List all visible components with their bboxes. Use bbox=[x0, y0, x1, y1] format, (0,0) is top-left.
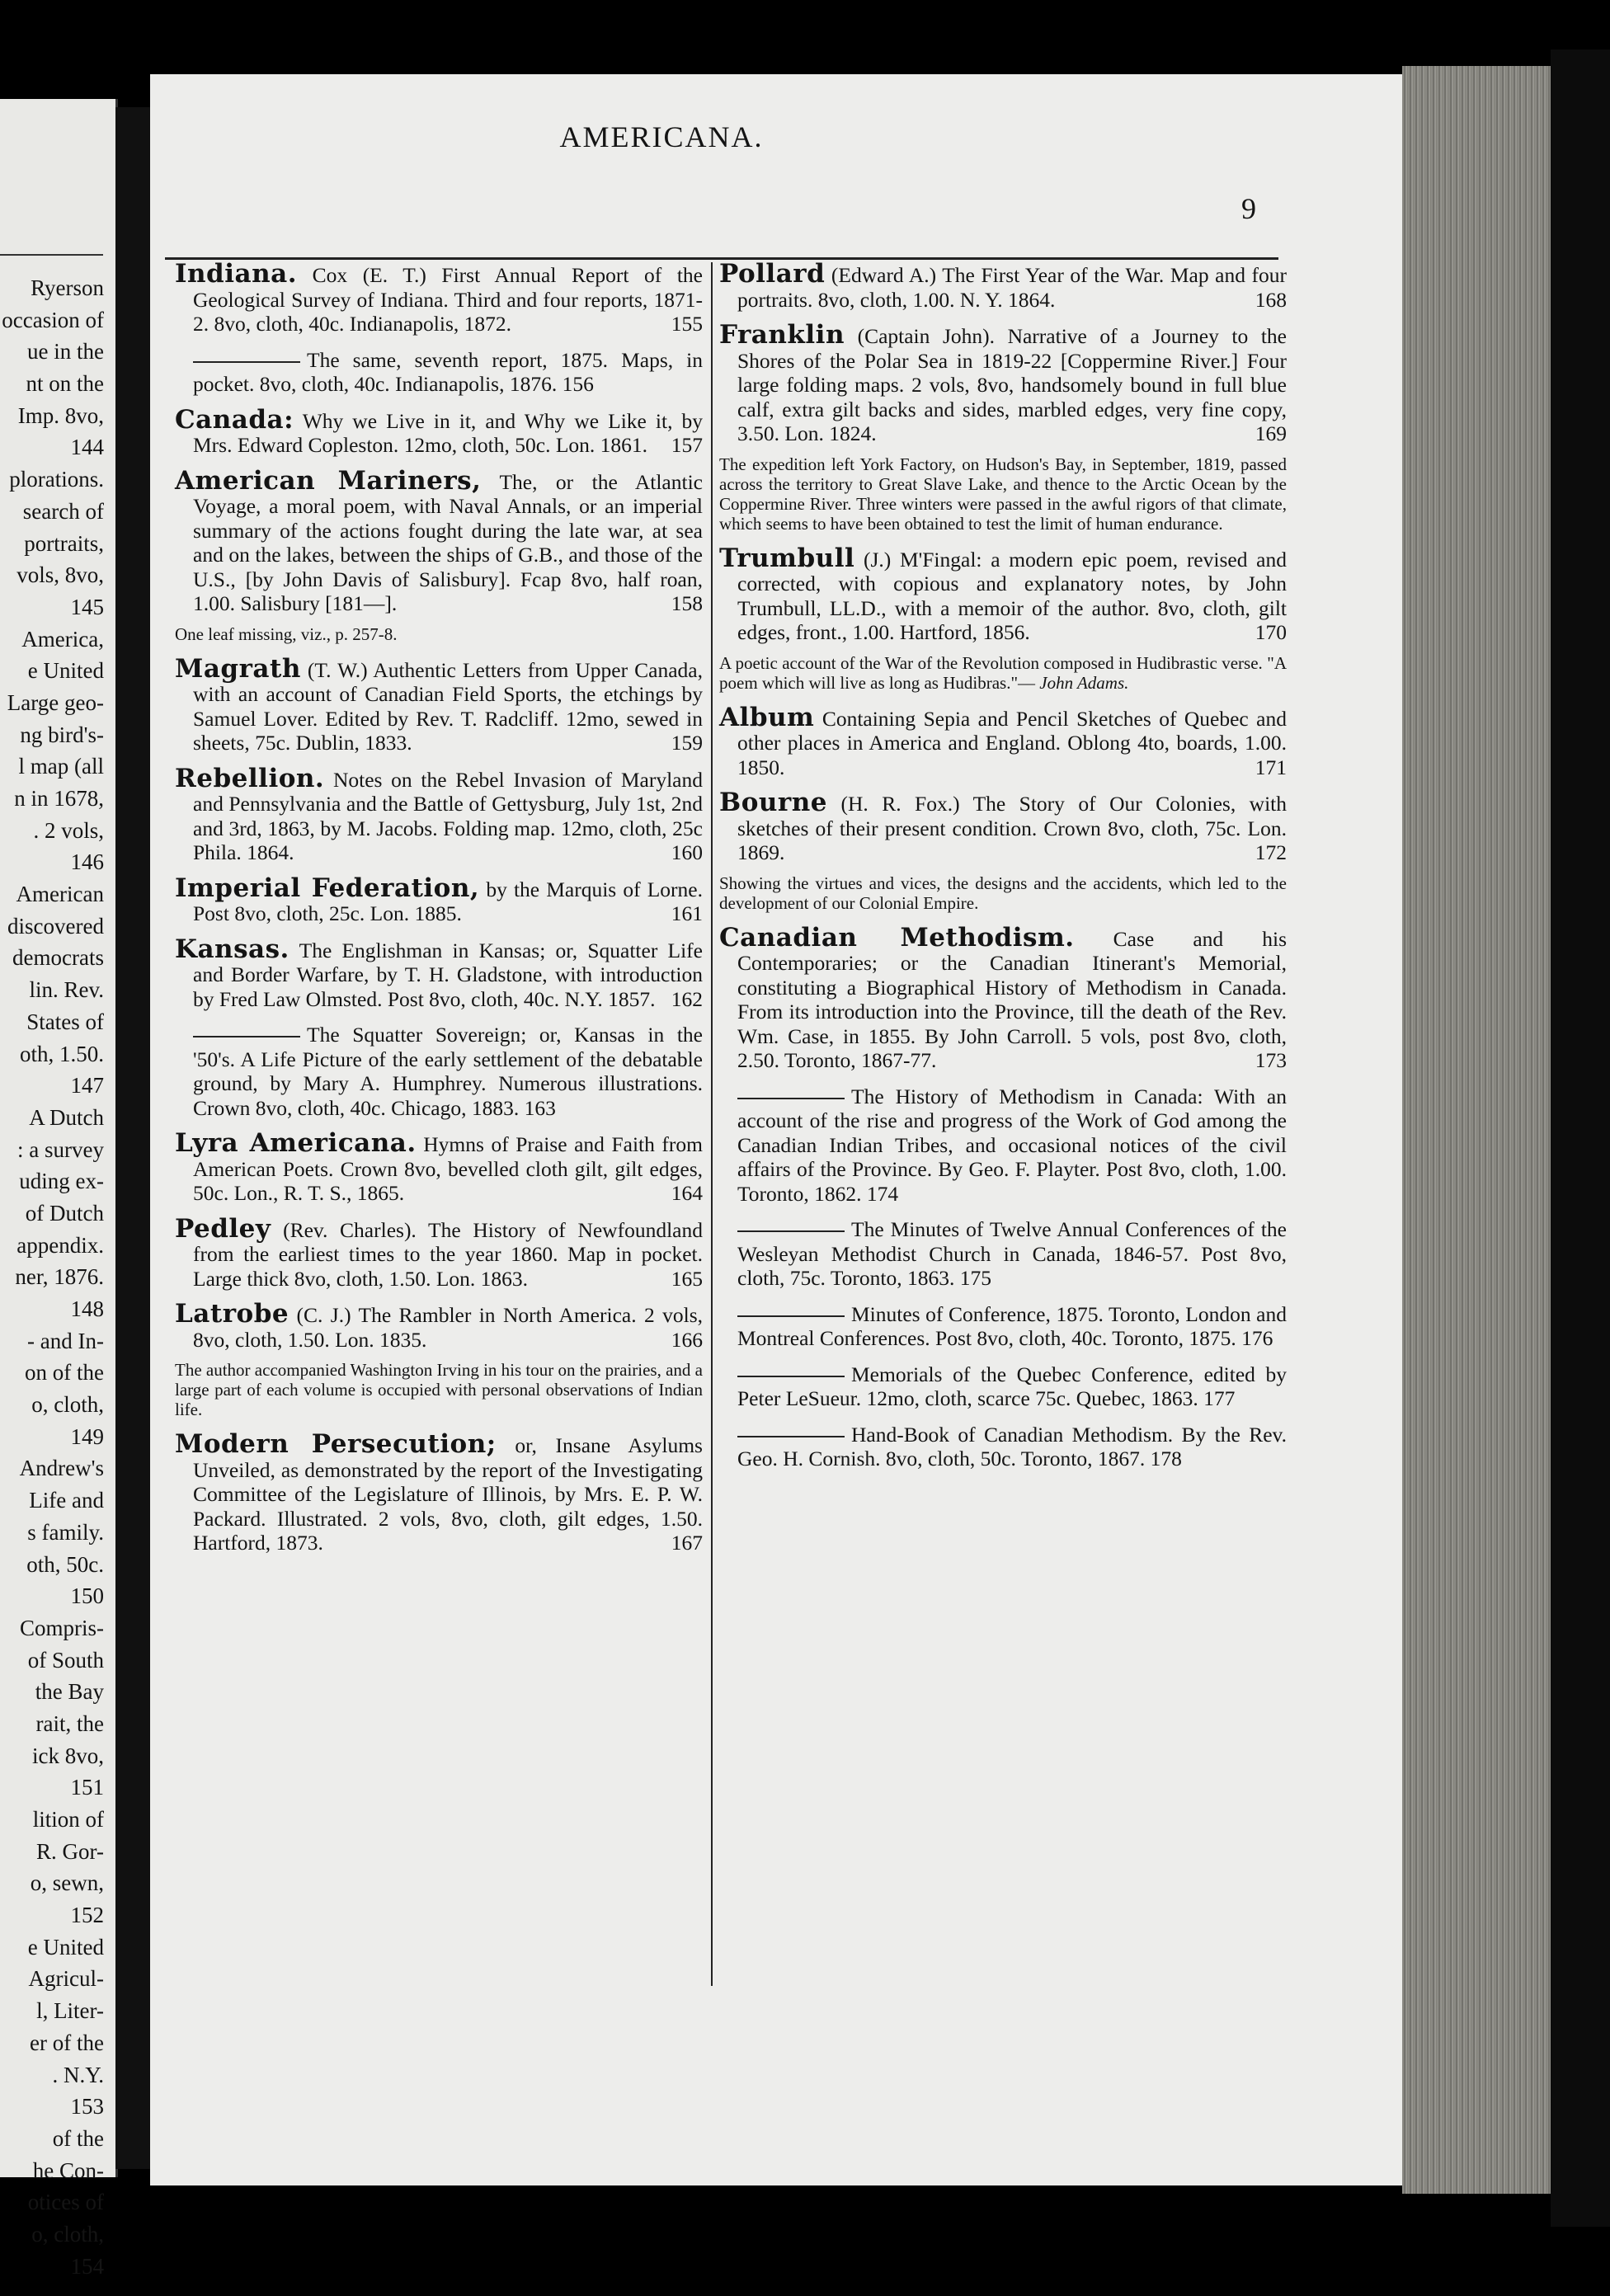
ditto-rule bbox=[193, 361, 300, 363]
entry-number: 162 bbox=[671, 986, 703, 1011]
facing-page-line: Andrew's bbox=[19, 1456, 104, 1481]
facing-page-line: the Bay bbox=[35, 1679, 104, 1705]
note-text: A poetic account of the War of the Revolution composed in Hudibrastic verse. "A poem which will live as long as Hudibras."— bbox=[719, 652, 1287, 693]
entry-description: The Englishman in Kansas; or, Squatter Life and Border Warfare, by T. H. Gladstone, with introduction by Fred Law Olmsted. Post 8vo, cloth, 40c. N.Y. 1857. bbox=[193, 938, 703, 1011]
facing-page-line: 144 bbox=[70, 435, 104, 460]
right-column bbox=[719, 259, 1288, 1483]
entry-number: 173 bbox=[1255, 1048, 1287, 1072]
entry-number: 166 bbox=[671, 1327, 703, 1352]
facing-page-line: ick 8vo, bbox=[32, 1743, 104, 1768]
facing-page-line: lin. Rev. bbox=[29, 977, 104, 1003]
entry-headword: Magrath bbox=[175, 653, 301, 684]
ditto-rule bbox=[737, 1436, 845, 1437]
entry-description: (C. J.) The Rambler in North America. 2 vols, 8vo, cloth, 1.50. Lon. 1835. bbox=[193, 1303, 703, 1352]
entry-number: 165 bbox=[671, 1266, 703, 1291]
entry-description: or, Insane Asylums Unveiled, as demonstrated by the report of the Investigating Committee of the Legislature of Illinois, by Mrs. E. P. W. Packard. Illustrated. 2 vols, 8vo, cloth, gilt edges, 1.50. Hartford, 1873. bbox=[193, 1433, 703, 1555]
facing-page-line: of South bbox=[27, 1647, 104, 1673]
left-column bbox=[175, 259, 704, 1567]
facing-page-line: n in 1678, bbox=[14, 786, 104, 811]
entry-description: Containing Sepia and Pencil Sketches of Quebec and other places in America and England. Oblong 4to, boards, 1.00. 1850. bbox=[737, 706, 1288, 779]
ditto-rule bbox=[737, 1098, 845, 1099]
column-rule bbox=[711, 262, 713, 1986]
entry-number: 155 bbox=[671, 312, 703, 336]
entry-description: (J.) M'Fingal: a modern epic poem, revised and corrected, with copious and explanatory notes, by John Trumbull, LL.D., with a memoir of the author. 8vo, cloth, gilt edges, front., 1.00. Hartford, 1856. bbox=[737, 547, 1287, 644]
entry-number: 163 bbox=[524, 1095, 556, 1120]
catalog-subentry bbox=[175, 1023, 703, 1120]
facing-page-line: he Con- bbox=[32, 2157, 104, 2183]
catalog-entry bbox=[175, 465, 703, 616]
facing-page-line: oth, 1.50. bbox=[19, 1041, 104, 1066]
entry-description: Hand-Book of Canadian Methodism. By the Rev. Geo. H. Cornish. 8vo, cloth, 50c. Toronto, 1867. bbox=[737, 1422, 1287, 1470]
entry-description: The Minutes of Twelve Annual Conferences of the Wesleyan Methodist Church in Canada, 1846-57. Post 8vo, cloth, 75c. Toronto, 1863. bbox=[737, 1217, 1287, 1290]
catalog-subentry bbox=[719, 1217, 1287, 1291]
facing-page-line: Compris- bbox=[19, 1615, 104, 1640]
facing-page-line: o, cloth, bbox=[31, 2221, 104, 2247]
entry-number: 177 bbox=[1203, 1386, 1236, 1410]
entry-headword: Franklin bbox=[719, 320, 845, 350]
entry-number: 159 bbox=[671, 731, 703, 755]
entry-headword: Rebellion. bbox=[175, 763, 325, 793]
facing-page-line: s family. bbox=[27, 1519, 104, 1545]
catalog-entry bbox=[719, 259, 1288, 312]
note-text: The expedition left York Factory, on Hudson's Bay, in September, 1819, passed across the territory to Great Slave Lake, and thence to the Arctic Ocean by the Coppermine River. Three winters were passed in the awful rigors of that climate, which seems to have been obtained to test the limit of human endurance. bbox=[719, 454, 1287, 534]
facing-page-line: 150 bbox=[70, 1583, 104, 1609]
entry-number: 158 bbox=[671, 591, 703, 615]
facing-page-line: Life and bbox=[29, 1488, 104, 1513]
entry-number: 168 bbox=[1255, 287, 1287, 312]
entry-description: (Captain John). Narrative of a Journey to the Shores of the Polar Sea in 1819-22 [Coppermine River.] Four large folding maps. 2 vols, 8vo, handsomely bound in full blue calf, extra gilt backs and sides, marbled edges, very fine copy, 3.50. Lon. 1824. bbox=[737, 324, 1287, 445]
catalog-entry bbox=[719, 922, 1288, 1073]
note-text: The author accompanied Washington Irving in his tour on the prairies, and a large part of each volume is occupied with personal observations of Indian life. bbox=[175, 1360, 703, 1419]
facing-page-line: 146 bbox=[70, 849, 104, 875]
facing-page-line: e United bbox=[27, 1934, 104, 1960]
entry-note bbox=[719, 873, 1287, 913]
facing-page-line: plorations. bbox=[9, 467, 104, 492]
entry-number: 176 bbox=[1241, 1326, 1273, 1350]
catalog-entry bbox=[175, 653, 704, 755]
catalog-entry bbox=[175, 404, 703, 458]
facing-page-line: on of the bbox=[25, 1360, 104, 1386]
entry-description: The History of Methodism in Canada: With an account of the rise and progress of the Work of God among the Canadian Indian Tribes, and occasional notices of the civil affairs of the Province. By Geo. F. Playter. Post 8vo, cloth, 1.00. Toronto, 1862. bbox=[737, 1084, 1287, 1206]
entry-headword: Kansas. bbox=[175, 934, 290, 964]
note-attribution: John Adams. bbox=[1039, 672, 1129, 693]
facing-page-line: 152 bbox=[70, 1903, 104, 1928]
entry-number: 175 bbox=[959, 1266, 991, 1290]
ditto-rule bbox=[737, 1376, 845, 1377]
page-number: 9 bbox=[1241, 192, 1256, 225]
facing-page-line: 151 bbox=[70, 1775, 104, 1800]
facing-page-line: e United bbox=[27, 658, 104, 684]
entry-number: 156 bbox=[562, 372, 594, 396]
catalog-subentry bbox=[175, 348, 703, 397]
facing-page-line: otices of bbox=[27, 2190, 104, 2215]
entry-headword: Pollard bbox=[719, 259, 826, 289]
facing-page-rule bbox=[0, 254, 103, 256]
entry-headword: Bourne bbox=[719, 788, 828, 817]
entry-note bbox=[175, 624, 703, 644]
facing-page-line: oth, 50c. bbox=[26, 1551, 104, 1577]
catalog-subentry bbox=[719, 1084, 1287, 1207]
entry-headword: Canadian Methodism. bbox=[719, 922, 1075, 953]
facing-page-line: Ryerson bbox=[31, 275, 104, 300]
facing-page-line: Agricul- bbox=[28, 1966, 104, 1992]
catalog-entry bbox=[719, 320, 1287, 446]
facing-page-line: democrats bbox=[12, 945, 104, 971]
entry-description: (Rev. Charles). The History of Newfoundland from the earliest times to the year 1860. Map in pocket. Large thick 8vo, cloth, 1.50. Lon. 1863. bbox=[193, 1217, 703, 1291]
page-edge-shadow bbox=[1551, 49, 1610, 2227]
facing-page-line: 145 bbox=[70, 594, 104, 619]
entry-number: 167 bbox=[671, 1531, 703, 1555]
facing-page-line: America, bbox=[21, 626, 104, 652]
facing-page-line: R. Gor- bbox=[36, 1838, 104, 1864]
entry-number: 170 bbox=[1255, 620, 1287, 644]
entry-note bbox=[719, 454, 1287, 534]
facing-page-line: appendix. bbox=[16, 1232, 104, 1258]
facing-page-line: ner, 1876. bbox=[15, 1264, 104, 1290]
catalog-entry bbox=[175, 1429, 703, 1555]
entry-number: 172 bbox=[1255, 840, 1287, 864]
facing-page-line: American bbox=[16, 882, 104, 907]
facing-page-line: search of bbox=[22, 498, 104, 524]
entry-description: Cox (E. T.) First Annual Report of the Geological Survey of Indiana. Third and four reports, 1871-2. 8vo, cloth, 40c. Indianapolis, 1872. bbox=[193, 263, 703, 336]
facing-page-fragment bbox=[0, 99, 118, 2279]
facing-page-line: discovered bbox=[7, 913, 104, 939]
catalog-subentry bbox=[719, 1423, 1287, 1471]
entry-headword: Imperial Federation, bbox=[175, 873, 480, 903]
ditto-rule bbox=[193, 1036, 300, 1037]
entry-number: 169 bbox=[1255, 421, 1287, 445]
running-head: AMERICANA. bbox=[559, 120, 764, 153]
facing-page-line: o, cloth, bbox=[31, 1392, 104, 1418]
entry-number: 161 bbox=[671, 901, 703, 925]
entry-description: The same, seventh report, 1875. Maps, in pocket. 8vo, cloth, 40c. Indianapolis, 1876. bbox=[193, 347, 703, 396]
entry-description: (H. R. Fox.) The Story of Our Colonies, with sketches of their present condition. Crown 8vo, cloth, 75c. Lon. 1869. bbox=[737, 792, 1287, 864]
facing-page-line: nt on the bbox=[26, 371, 104, 397]
entry-description: Why we Live in it, and Why we Like it, by Mrs. Edward Copleston. 12mo, cloth, 50c. Lon. 1861. bbox=[193, 408, 703, 457]
catalog-entry bbox=[719, 702, 1288, 780]
facing-page-line: 147 bbox=[70, 1073, 104, 1099]
facing-page-line: . N.Y. bbox=[52, 2062, 104, 2087]
facing-page-line: lition of bbox=[32, 1807, 104, 1832]
facing-page-text bbox=[0, 272, 104, 2282]
catalog-entry bbox=[175, 934, 703, 1012]
facing-page-line: l map (all bbox=[18, 754, 104, 779]
entry-note bbox=[175, 1360, 703, 1419]
catalog-subentry bbox=[719, 1302, 1287, 1351]
entry-number: 171 bbox=[1255, 755, 1287, 779]
facing-page-line: portraits, bbox=[24, 530, 104, 556]
facing-page-line: Imp. 8vo, bbox=[17, 402, 104, 428]
note-text: One leaf missing, viz., p. 257-8. bbox=[175, 623, 398, 644]
facing-page-line: rait, the bbox=[35, 1710, 104, 1736]
ditto-rule bbox=[737, 1230, 845, 1232]
facing-page-line: uding ex- bbox=[19, 1169, 104, 1194]
entry-headword: Pedley bbox=[175, 1213, 271, 1244]
entry-headword: Album bbox=[719, 702, 815, 732]
entry-headword: Trumbull bbox=[719, 543, 855, 573]
entry-description: The Squatter Sovereign; or, Kansas in the '50's. A Life Picture of the early settlement of the debatable ground, by Mary A. Humphrey. Numerous illustrations. Crown 8vo, cloth, 40c. Chicago, 1883. bbox=[193, 1023, 703, 1120]
entry-description: (Edward A.) The First Year of the War. Map and four portraits. 8vo, cloth, 1.00. N. Y. 1864. bbox=[737, 263, 1288, 312]
catalog-entry bbox=[175, 763, 704, 865]
entry-headword: American Mariners, bbox=[175, 465, 482, 496]
entry-headword: Lyra Americana. bbox=[175, 1128, 417, 1158]
entry-number: 178 bbox=[1150, 1447, 1182, 1470]
facing-page-line: ng bird's- bbox=[20, 722, 104, 747]
entry-number: 174 bbox=[866, 1181, 899, 1206]
entry-description: Case and his Contemporaries; or the Canadian Itinerant's Memorial, constituting a Biographical History of Methodism in Canada. From its introduction into the Province, till the death of the Rev. Wm. Case, in 1855. By John Carroll. 5 vols, post 8vo, cloth, 2.50. Toronto, 1867-77. bbox=[737, 926, 1288, 1072]
entry-headword: Latrobe bbox=[175, 1299, 290, 1329]
entry-description: The, or the Atlantic Voyage, a moral poem, with Naval Annals, or an imperial summary of the actions fought during the late war, at sea and on the lakes, between the ships of G.B., and those of the U.S., [by John Davis of Salisbury]. Fcap 8vo, half roan, 1.00. Salisbury [181—]. bbox=[193, 469, 703, 615]
facing-page-line: 153 bbox=[70, 2094, 104, 2120]
facing-page-line: of the bbox=[52, 2125, 104, 2151]
facing-page-line: A Dutch bbox=[29, 1104, 104, 1130]
catalog-entry bbox=[175, 1299, 703, 1352]
facing-page-line: : a survey bbox=[17, 1136, 104, 1162]
note-text: Showing the virtues and vices, the designs and the accidents, which led to the development of our Colonial Empire. bbox=[719, 873, 1287, 913]
facing-page-line: - and In- bbox=[27, 1328, 104, 1353]
ditto-rule bbox=[737, 1315, 845, 1317]
facing-page-line: l, Liter- bbox=[36, 1998, 104, 2024]
entry-number: 160 bbox=[671, 840, 703, 864]
facing-page-line: occasion of bbox=[2, 307, 104, 332]
entry-description: Notes on the Rebel Invasion of Maryland and Pennsylvania and the Battle of Gettysburg, July 1st, 2nd and 3rd, 1863, by M. Jacobs. Folding map. 12mo, cloth, 25c Phila. 1864. bbox=[193, 767, 704, 864]
entry-number: 164 bbox=[671, 1181, 703, 1205]
catalog-subentry bbox=[719, 1362, 1287, 1411]
catalog-entry bbox=[719, 788, 1287, 865]
entry-description: Hymns of Praise and Faith from American Poets. Crown 8vo, bevelled cloth gilt, gilt edges, 50c. Lon., R. T. S., 1865. bbox=[193, 1132, 704, 1205]
catalog-entry bbox=[175, 1128, 704, 1206]
facing-page-line: o, sewn, bbox=[30, 1870, 104, 1896]
entry-description: Memorials of the Quebec Conference, edited by Peter LeSueur. 12mo, cloth, scarce 75c. Quebec, 1863. bbox=[737, 1362, 1287, 1410]
facing-page-line: 154 bbox=[70, 2253, 104, 2279]
facing-page-line: vols, 8vo, bbox=[16, 562, 104, 588]
entry-description: (T. W.) Authentic Letters from Upper Canada, with an account of Canadian Field Sports, the etchings by Samuel Lover. Edited by Rev. T. Radcliff. 12mo, sewed in sheets, 75c. Dublin, 1833. bbox=[193, 657, 704, 755]
facing-page-line: States of bbox=[26, 1009, 104, 1034]
facing-page-line: of Dutch bbox=[25, 1200, 104, 1226]
catalog-entry bbox=[175, 1213, 703, 1292]
entry-number: 157 bbox=[671, 433, 703, 457]
catalog-entry bbox=[175, 259, 703, 336]
facing-page-line: . 2 vols, bbox=[33, 817, 104, 843]
facing-page-line: 149 bbox=[70, 1423, 104, 1449]
catalog-entry bbox=[719, 543, 1287, 645]
facing-page-line: 148 bbox=[70, 1296, 104, 1321]
entry-headword: Canada: bbox=[175, 404, 294, 435]
page-block-edge bbox=[1402, 66, 1555, 2194]
entry-description: Minutes of Conference, 1875. Toronto, London and Montreal Conferences. Post 8vo, cloth, 40c. Toronto, 1875. bbox=[737, 1301, 1287, 1350]
entry-headword: Indiana. bbox=[175, 259, 297, 289]
facing-page-line: er of the bbox=[30, 2030, 104, 2055]
facing-page-line: ue in the bbox=[27, 339, 104, 365]
facing-page-line: Large geo- bbox=[7, 689, 104, 715]
catalog-entry bbox=[175, 873, 703, 926]
entry-description: by the Marquis of Lorne. Post 8vo, cloth, 25c. Lon. 1885. bbox=[193, 877, 703, 925]
entry-headword: Modern Persecution; bbox=[175, 1429, 497, 1459]
entry-note bbox=[719, 653, 1287, 693]
